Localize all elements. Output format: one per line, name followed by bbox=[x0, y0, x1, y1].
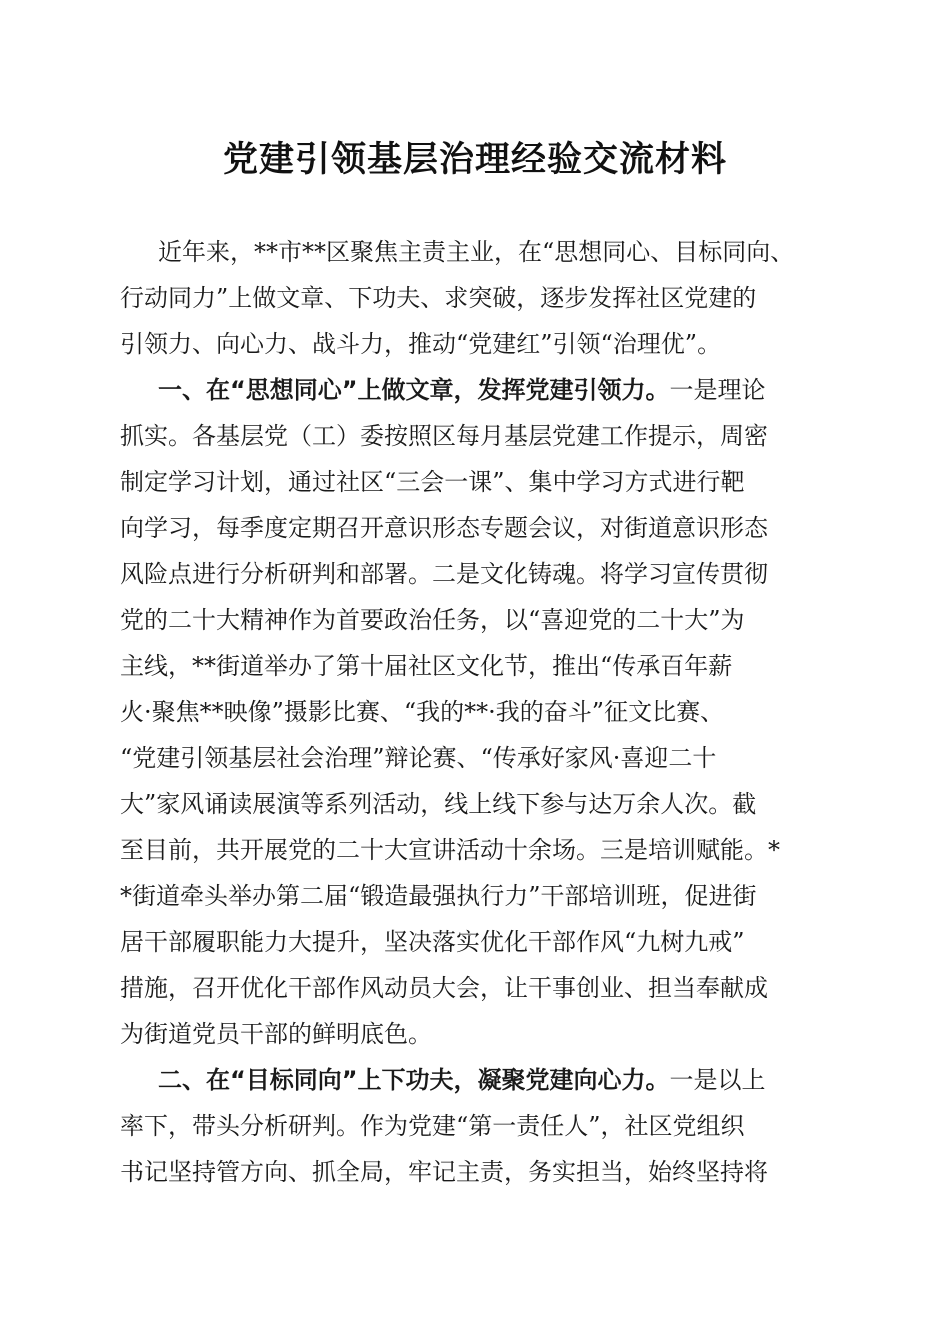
section1-line: 措施，召开优化干部作风动员大会，让干事创业、担当奉献成 bbox=[120, 974, 768, 1002]
section1-line: 抓实。各基层党（工）委按照区每月基层党建工作提示，周密 bbox=[120, 422, 768, 450]
section1-line: 党的二十大精神作为首要政治任务，以“喜迎党的二十大”为 bbox=[120, 606, 745, 634]
section1-line: “党建引领基层社会治理”辩论赛、“传承好家风·喜迎二十 bbox=[120, 744, 717, 772]
intro-line-2: 行动同力”上做文章、下功夫、求突破，逐步发挥社区党建的 bbox=[120, 284, 757, 312]
document-title: 党建引领基层治理经验交流材料 bbox=[222, 139, 727, 180]
section1-line: 大”家风诵读展演等系列活动，线上线下参与达万余人次。截 bbox=[120, 790, 757, 818]
section1-line: *街道牵头举办第二届“锻造最强执行力”干部培训班，促进街 bbox=[120, 882, 757, 910]
section1-line: 风险点进行分析研判和部署。二是文化铸魂。将学习宣传贯彻 bbox=[120, 560, 768, 588]
section1-first-line bbox=[158, 374, 766, 406]
section2-line: 率下，带头分析研判。作为党建“第一责任人”，社区党组织 bbox=[120, 1112, 745, 1140]
section2-first-line bbox=[158, 1064, 766, 1096]
intro-line-1: 近年来，**市**区聚焦主责主业，在“思想同心、目标同向、 bbox=[158, 238, 795, 266]
section1-line: 至目前，共开展党的二十大宣讲活动十余场。三是培训赋能。* bbox=[120, 836, 780, 864]
section2-line: 书记坚持管方向、抓全局，牢记主责，务实担当，始终坚持将 bbox=[120, 1158, 768, 1186]
section1-line: 火·聚焦**映像”摄影比赛、“我的**·我的奋斗”征文比赛、 bbox=[120, 698, 725, 726]
section1-line: 主线，**街道举办了第十届社区文化节，推出“传承百年薪 bbox=[120, 652, 733, 680]
section1-line: 向学习，每季度定期召开意识形态专题会议，对街道意识形态 bbox=[120, 514, 768, 542]
section1-line: 居干部履职能力大提升，坚决落实优化干部作风“九树九戒” bbox=[120, 928, 745, 956]
section2-first-line-tail: 一是以上 bbox=[669, 1066, 766, 1094]
section1-first-line-tail: 一是理论 bbox=[669, 376, 766, 404]
section1-heading: 一、在“思想同心”上做文章，发挥党建引领力。 bbox=[158, 376, 670, 404]
section2-heading: 二、在“目标同向”上下功夫，凝聚党建向心力。 bbox=[158, 1066, 670, 1094]
intro-line-3: 引领力、向心力、战斗力，推动“党建红”引领“治理优”。 bbox=[120, 330, 722, 358]
section1-line: 为街道党员干部的鲜明底色。 bbox=[120, 1020, 432, 1048]
section1-line: 制定学习计划，通过社区“三会一课”、集中学习方式进行靶 bbox=[120, 468, 745, 496]
